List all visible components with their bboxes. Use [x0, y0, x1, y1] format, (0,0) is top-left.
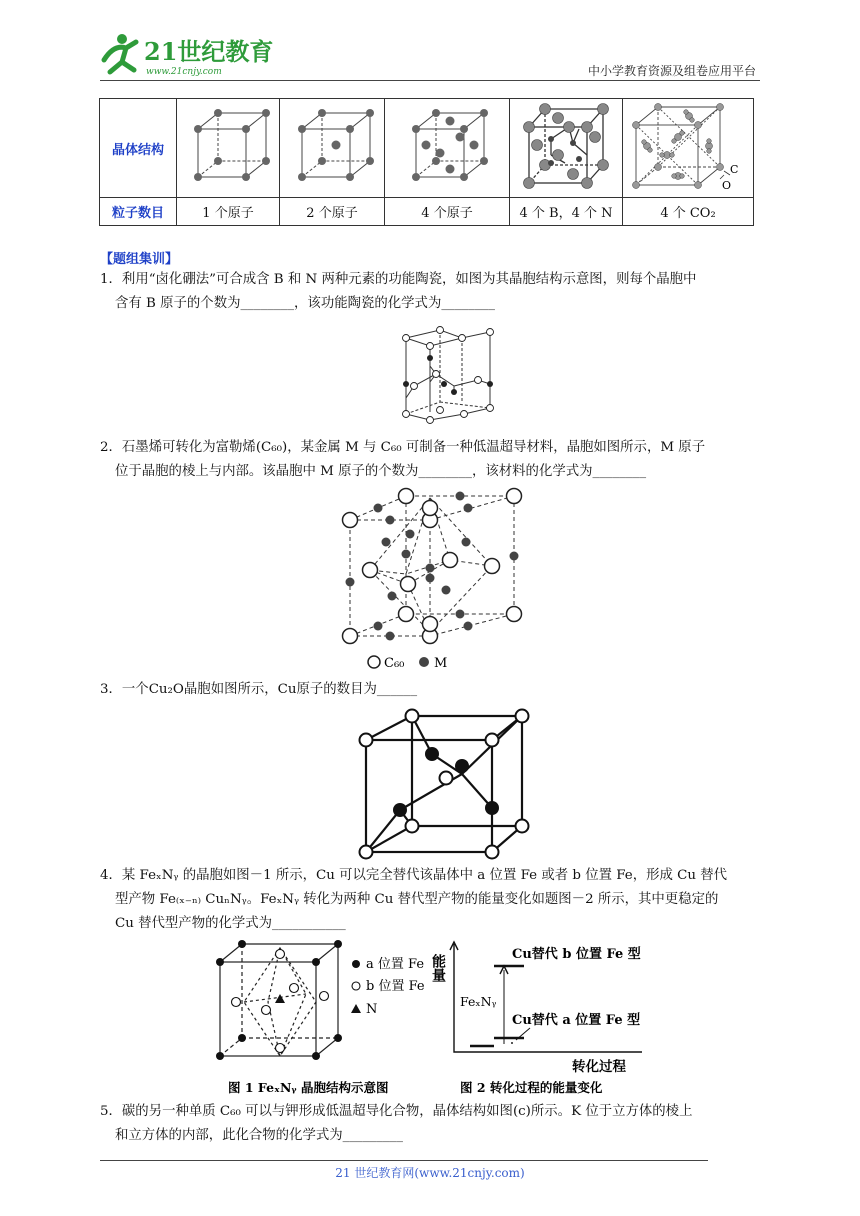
svg-text:Cu替代 b 位置 Fe 型: Cu替代 b 位置 Fe 型	[512, 947, 641, 962]
simple-cubic-cell	[177, 99, 280, 198]
svg-text:www.21cnjy.com: www.21cnjy.com	[146, 67, 222, 77]
svg-text:图 2 转化过程的能量变化: 图 2 转化过程的能量变化	[460, 1080, 603, 1095]
count-cell: 2 个原子	[280, 198, 385, 226]
c60-m-cell-figure	[330, 486, 530, 676]
count-cell: 1 个原子	[177, 198, 280, 226]
row-label-structure: 晶体结构	[100, 99, 177, 198]
svg-text:O: O	[722, 179, 732, 192]
svg-text:21世纪教育: 21世纪教育	[144, 37, 274, 66]
a-site-legend-icon	[352, 960, 360, 968]
svg-text:图 1 FeₓNᵧ 晶胞结构示意图: 图 1 FeₓNᵧ 晶胞结构示意图	[228, 1080, 389, 1095]
bn-hex-cell-figure	[394, 322, 498, 428]
svg-text:Cu替代 a 位置 Fe 型: Cu替代 a 位置 Fe 型	[512, 1013, 641, 1028]
b-site-legend-icon	[352, 982, 360, 990]
svg-text:b 位置 Fe: b 位置 Fe	[366, 979, 425, 994]
question-text: 2．石墨烯可转化为富勒烯(C₆₀)，某金属 M 与 C₆₀ 可制备一种低温超导材料，晶胞如图所示，M 原子	[100, 440, 706, 455]
fcc-cell	[385, 99, 510, 198]
question-text: 1．利用“卤化硼法”可合成含 B 和 N 两种元素的功能陶瓷，如图为其晶胞结构示意图，则每个晶胞中	[100, 272, 697, 287]
question-text: 位于晶胞的棱上与内部。该晶胞中 M 原子的个数为________，该材料的化学式为________	[115, 464, 647, 479]
count-cell: 4 个 CO₂	[623, 198, 754, 226]
question-text: 含有 B 原子的个数为________，该功能陶瓷的化学式为________	[115, 296, 495, 311]
n-legend-icon	[351, 1004, 361, 1013]
row-label-count: 粒子数目	[100, 198, 177, 226]
question-text: 3．一个Cu₂O晶胞如图所示，Cu原子的数目为______	[100, 682, 418, 697]
count-cell: 4 个原子	[385, 198, 510, 226]
question-5	[100, 1100, 770, 1148]
footer-text: 21 世纪教育网(www.21cnjy.com)	[335, 1166, 525, 1180]
svg-text:M: M	[434, 656, 448, 671]
question-text: 型产物 Fe₍ₓ₋ₙ₎ CuₙNᵧ。FeₓNᵧ 转化为两种 Cu 替代型产物的能量变化如题图－2 所示，其中更稳定的	[115, 892, 719, 907]
co2-cell	[623, 99, 754, 198]
question-2	[100, 436, 770, 484]
site-logo	[96, 30, 274, 78]
crystal-table	[99, 98, 754, 226]
c60-legend-icon	[368, 656, 380, 668]
footer-rule	[100, 1160, 708, 1161]
bn-cell	[510, 99, 623, 198]
question-text: Cu 替代型产物的化学式为___________	[115, 916, 346, 931]
svg-text:C: C	[730, 163, 739, 176]
question-text: 4．某 FeₓNᵧ 的晶胞如图－1 所示，Cu 可以完全替代该晶体中 a 位置 Fe 或者 b 位置 Fe，形成 Cu 替代	[100, 868, 728, 883]
svg-text:转化过程: 转化过程	[572, 1059, 626, 1075]
question-3	[100, 678, 770, 702]
question-4	[100, 864, 770, 936]
runner-icon	[104, 34, 136, 72]
m-legend-icon	[419, 657, 429, 667]
energy-diagram-figure	[432, 936, 652, 1100]
svg-text:N: N	[366, 1002, 378, 1017]
n-atom-icon	[275, 994, 285, 1003]
bcc-cell	[280, 99, 385, 198]
cu2o-cell-figure	[356, 708, 536, 856]
svg-text:FeₓNᵧ: FeₓNᵧ	[460, 994, 497, 1009]
svg-text:a 位置 Fe: a 位置 Fe	[366, 957, 425, 972]
question-text: 和立方体的内部，此化合物的化学式为_________	[115, 1128, 403, 1143]
svg-text:C₆₀: C₆₀	[384, 656, 405, 671]
section-title: 【题组集训】	[100, 252, 179, 267]
header-rule	[100, 80, 760, 81]
svg-text:能量: 能量	[430, 954, 446, 982]
question-1	[100, 268, 770, 316]
platform-name: 中小学教育资源及组卷应用平台	[587, 64, 756, 78]
fexny-cell-figure	[210, 936, 440, 1100]
count-cell: 4 个 B，4 个 N	[510, 198, 623, 226]
question-text: 5．碳的另一种单质 C₆₀ 可以与钾形成低温超导化合物，晶体结构如图(c)所示。K 位于立方体的棱上	[100, 1104, 693, 1119]
